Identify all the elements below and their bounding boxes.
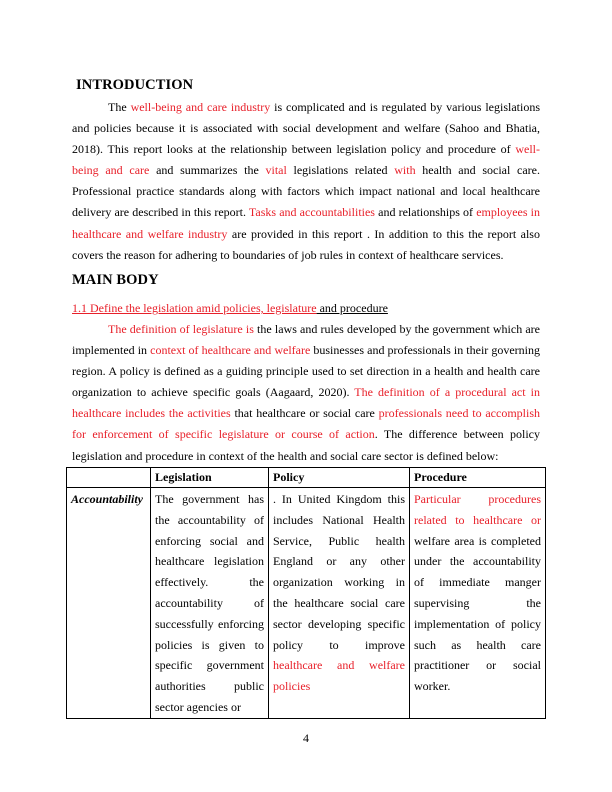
table-row [67, 488, 546, 719]
comparison-table [66, 467, 546, 719]
main-body-paragraph: The definition of legislature is the laws and rules developed by the government which are implemented in context of healthcare and welfare businesses and professionals in their governing region. A policy is defined as a guiding principle used to set direction in a health and health care organization to achieve specific goals (Aagaard, 2020). The definition of a procedural act in healthcare includes the activities that healthcare or social care professionals need to accomplish for enforcement of specific legislature or course of action. The difference between policy legislation and procedure in context of the health and social care sector is defined below: [72, 322, 541, 463]
table-header-cell [67, 468, 151, 488]
table-header-cell: Legislation [151, 468, 269, 488]
policy-cell: . In United Kingdom this includes National Health Service, Public health England or any other organization working in the healthcare social care sector developing specific policy to improve healthcare and welfare policies [269, 488, 410, 719]
table-header-row [67, 468, 546, 488]
procedure-cell: Particular procedures related to healthcare or welfare area is completed under the accountability of immediate manger supervising the implementation of policy such as health care practitioner or social worker. [410, 488, 546, 719]
legislation-cell: The government has the accountability of enforcing social and healthcare legislation effectively. the accountability of successfully enforcing policies is given to specific government authorities public sector agencies or [151, 488, 269, 719]
page-number: 4 [303, 731, 309, 745]
table-header-cell: Policy [269, 468, 410, 488]
row-label-cell: Accountability [67, 488, 151, 719]
introduction-paragraph: The well-being and care industry is complicated and is regulated by various legislations and policies because it is associated with social development and welfare (Sahoo and Bhatia, 2018). This report looks at the relationship between legislation policy and procedure of well-being and care and summarizes the vital legislations related with health and social care. Professional practice standards along with factors which impact national and local healthcare delivery are described in this report. Tasks and accountabilities and relationships of employees in healthcare and welfare industry are provided in this report . In addition to this the report also covers the reason for adhering to boundaries of job rules in context of healthcare services. [72, 100, 541, 262]
table-header-cell: Procedure [410, 468, 546, 488]
main-body-heading: MAIN BODY [72, 272, 159, 288]
introduction-heading: INTRODUCTION [76, 77, 194, 93]
section-subheading: 1.1 Define the legislation amid policies, legislature and procedure [72, 301, 388, 315]
